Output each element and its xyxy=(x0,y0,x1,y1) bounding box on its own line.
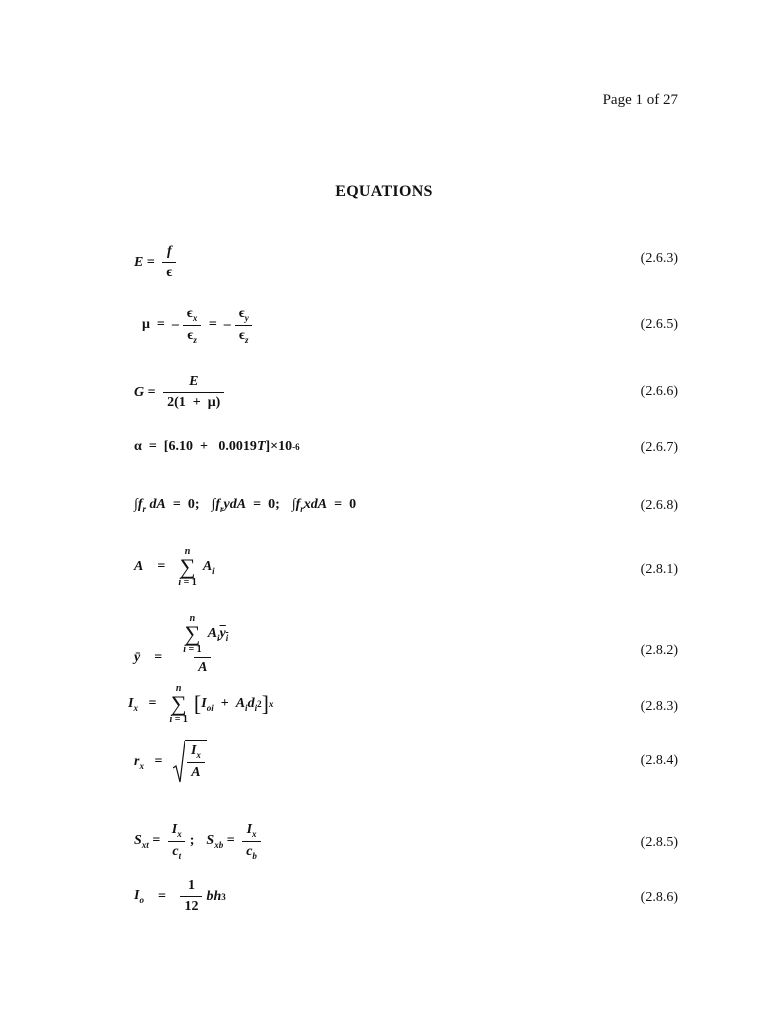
equation-number-2-8-3: (2.8.3) xyxy=(640,699,678,714)
equation-2-8-3: $I_x$ = n ∑ i = 1 [ $I_{oi}$ + $A_id_i$ 2 ] x xyxy=(128,683,274,725)
equation-2-6-6: G = $\frac{E}{2(1 + \mu)}$ xyxy=(134,374,228,411)
equation-number-2-6-8: (2.6.8) xyxy=(640,498,678,513)
equation-2-6-5: μ = – $\frac{\epsilon_x}{\epsilon_z}$ = – $\frac{\epsilon_y}{\epsilon_z}$ xyxy=(142,306,257,345)
equation-2-8-4: $r_x$ = $\frac{I_x}{A}$ xyxy=(134,740,207,784)
equation-number-2-8-6: (2.8.6) xyxy=(640,890,678,905)
equation-2-6-7: α = [6.10 + 0.0019 T ]×10 -6 xyxy=(134,439,300,454)
equation-number-2-8-2: (2.8.2) xyxy=(640,643,678,658)
equation-number-2-6-7: (2.6.7) xyxy=(640,440,678,455)
equation-2-6-8: ∫ $f_r$ dA = 0; ∫ $f_r$ ydA = 0; ∫ $f_r$ xdA = 0 xyxy=(134,497,357,514)
equation-number-2-8-1: (2.8.1) xyxy=(640,562,678,577)
equation-2-6-3: E = $\frac{f}{\epsilon}$ xyxy=(134,244,180,281)
equation-number-2-6-5: (2.6.5) xyxy=(640,317,678,332)
sqrt-radical-icon xyxy=(173,740,185,784)
page-number: Page 1 of 27 xyxy=(602,92,678,108)
equation-2-8-6: $I_o$ = $\frac{1}{12}$ bh 3 xyxy=(134,878,226,914)
equation-number-2-8-4: (2.8.4) xyxy=(640,753,678,768)
equation-2-8-2: ȳ = n ∑ i = 1 $A_i$ $y_i$ A xyxy=(134,613,229,675)
equation-2-8-1: A = n ∑ i = 1 $A_i$ xyxy=(134,546,215,588)
equation-number-2-6-6: (2.6.6) xyxy=(640,384,678,399)
equation-number-2-8-5: (2.8.5) xyxy=(640,835,678,850)
equation-2-8-5: $S_{xt}$ = $\frac{I_x}{c_t}$ ; $S_{xb}$ = $\frac{I_x}{c_b}$ xyxy=(134,822,265,861)
equation-number-2-6-3: (2.6.3) xyxy=(640,251,678,266)
page-title: EQUATIONS xyxy=(335,183,433,200)
